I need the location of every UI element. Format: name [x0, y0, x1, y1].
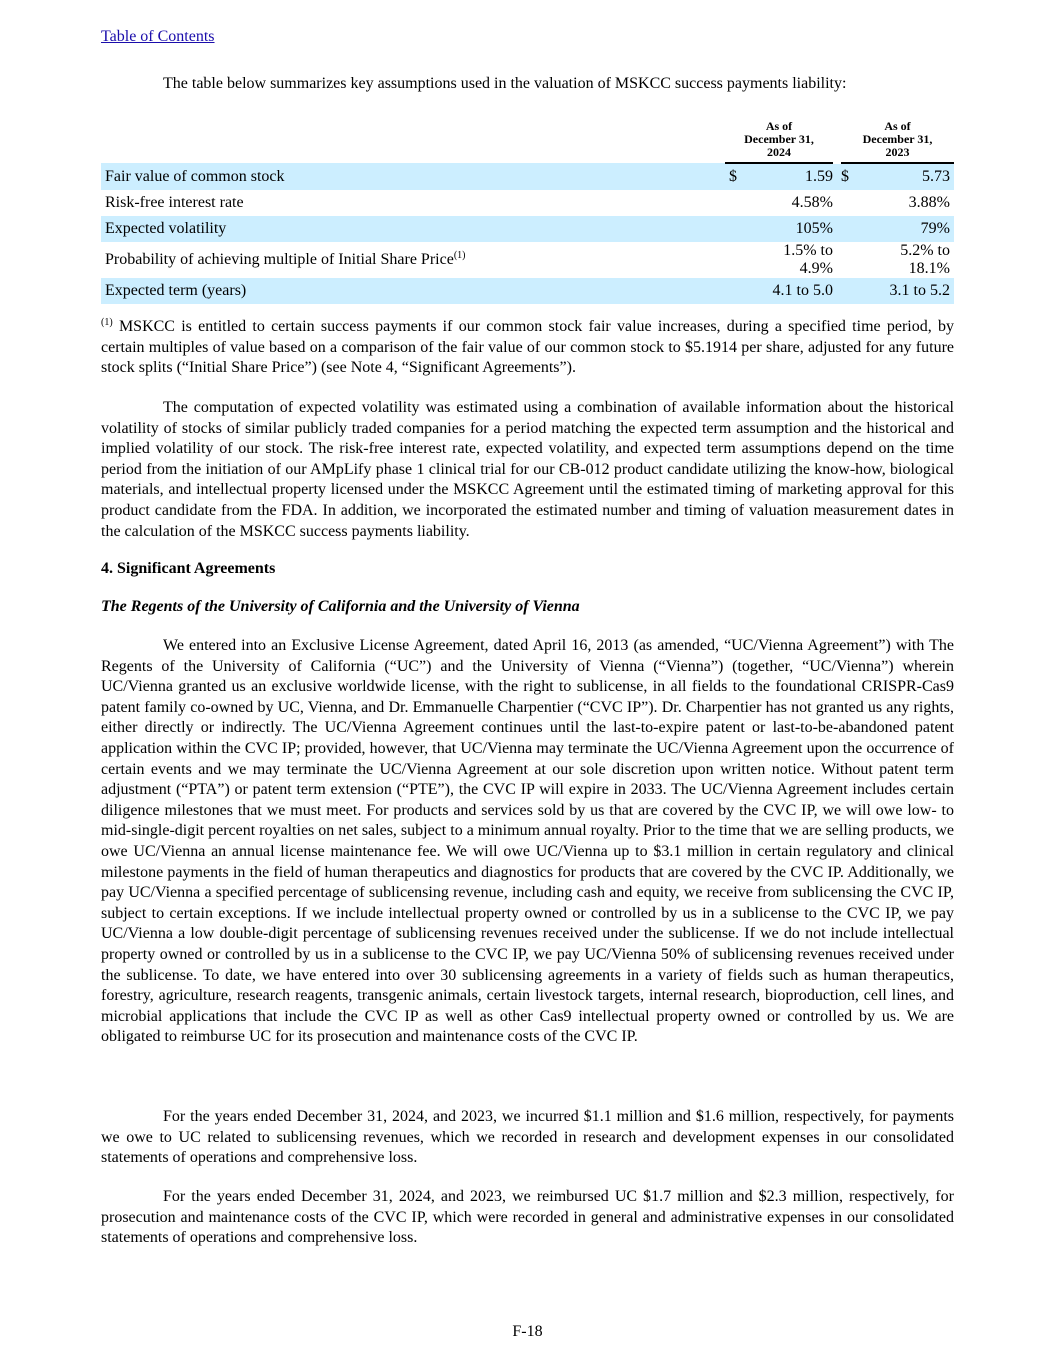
table-row [101, 278, 954, 304]
page-number: F-18 [512, 1323, 543, 1340]
row-label: Risk-free interest rate [105, 194, 244, 211]
currency-symbol: $ [837, 163, 859, 190]
table-row [101, 242, 954, 278]
row-label: Expected volatility [101, 216, 725, 242]
value-2024: 1.59 [747, 163, 837, 190]
row-label: Fair value of common stock [101, 163, 725, 190]
value-2023: 79% [859, 216, 954, 242]
table-row [101, 216, 954, 242]
footnote-reference: (1) [453, 250, 466, 261]
value-2024: 4.58% [791, 194, 833, 211]
table-footnote: $^{(1)}$ MSKCC is entitled to certain success payments if our common stock fair value increases, during a specified time period, by certain multiples of value based on a comparison of the fair value of our common stock to $5.1914 per share, adjusted for any future stock splits (“Initial Share Price”) (see Note 4, “Significant Agreements”). [101, 317, 955, 377]
value-2024: 1.5% to 4.9% [783, 242, 833, 277]
license-paragraph: We entered into an Exclusive License Agreement, dated April 16, 2013 (as amended, “UC/Vienna Agreement”) with The Regents of the University of California (“UC”) and the University of Vienna (“Vienna”) (together, “UC/Vienna”) wherein UC/Vienna granted us an exclusive worldwide license, with the right to sublicense, in all fields to the foundational CRISPR-Cas9 patent family co-owned by UC, Vienna, and Dr. Emmanuelle Charpentier (“CVC IP”). Dr. Charpentier has not granted us any rights, either directly or indirectly. The UC/Vienna Agreement continues until the last-to-expire patent or last-to-be-abandoned patent application within the CVC IP; provided, however, that UC/Vienna may terminate the UC/Vienna Agreement upon the occurrence of certain events and we may terminate the UC/Vienna Agreement at our sole discretion upon written notice. Without patent term adjustment (“PTA”) or patent term extension (“PTE”), the CVC IP will expire in 2033. The UC/Vienna Agreement includes certain diligence milestones that we must meet. For products and services sold by us that are covered by the CVC IP, we will owe low- to mid-single-digit percent royalties on net sales, subject to a minimum annual royalty. Prior to the time that we are selling products, we owe UC/Vienna an annual license maintenance fee. We will owe UC/Vienna up to $3.1 million in certain regulatory and clinical milestone payments in the field of human therapeutics and diagnostics for products that are covered by the CVC IP. Additionally, we pay UC/Vienna a specified percentage of sublicensing revenue, including cash and equity, we receive from sublicensing the CVC IP, subject to certain exceptions. If we include intellectual property owned or controlled by us in a sublicense to the CVC IP, we pay UC/Vienna a low double-digit percentage of sublicensing revenues received under the sublicense. If we do not include intellectual property owned or controlled by us in a sublicense to the CVC IP, we pay UC/Vienna 50% of sublicensing revenues received under the sublicense. To date, we have entered into over 30 sublicensing agreements in a variety of fields such as human therapeutics, forestry, agriculture, research reagents, transgenic animals, certain livestock targets, internal research, bioproduction, cell lines, and microbial applications that include the CVC IP as well as other Cas9 intellectual property owned or controlled by us. We are obligated to reimburse UC for its prosecution and maintenance costs of the CVC IP. [101, 637, 954, 1046]
table-of-contents-link[interactable]: Table of Contents [101, 28, 215, 45]
value-2023: 5.2% to 18.1% [900, 242, 950, 277]
value-2023: 5.73 [859, 163, 954, 190]
footnote-marker: (1) [101, 317, 113, 328]
value-2024: 4.1 to 5.0 [747, 278, 837, 304]
column-header-2023: As of December 31, 2023 [837, 120, 954, 163]
value-2023: 3.1 to 5.2 [859, 278, 954, 304]
reimbursed-paragraph: For the years ended December 31, 2024, and 2023, we reimbursed UC $1.7 million and $2.3 million, respectively, for prosecution and maintenance costs of the CVC IP, which were recorded in general and administrative expenses in our consolidated statements of operations and comprehensive loss. [101, 1188, 954, 1247]
subsection-heading: The Regents of the University of California and the University of Vienna [101, 598, 580, 615]
row-label: Probability of achieving multiple of Initial Share Price$^{(1)}$ [105, 250, 466, 268]
column-header-2024: As of December 31, 2024 [725, 120, 837, 163]
incurred-paragraph: For the years ended December 31, 2024, and 2023, we incurred $1.1 million and $1.6 million, respectively, for payments we owe to UC related to sublicensing revenues, which we recorded in research and development expenses in our consolidated statements of operations and comprehensive loss. [101, 1108, 954, 1167]
section-heading: 4. Significant Agreements [101, 560, 276, 577]
value-2024: 105% [747, 216, 837, 242]
table-intro: The table below summarizes key assumptions used in the valuation of MSKCC success payments liability: [163, 75, 847, 92]
table-row [101, 163, 954, 190]
value-2023: 3.88% [908, 194, 950, 211]
table-row [101, 190, 954, 216]
volatility-paragraph: The computation of expected volatility was estimated using a combination of available information about the historical volatility of stocks of similar publicly traded companies for a period matching the expected term assumption and the historical and implied volatility of our stock. The risk-free interest rate, expected volatility, and expected term assumptions depend on the time period from the initiation of our AMpLify phase 1 clinical trial for our CB-012 product candidate utilizing the know-how, biological materials, and intellectual property licensed under the MSKCC Agreement until the estimated timing of marketing approval for this product candidate from the FDA. In addition, we incorporated the estimated number and timing of valuation measurement dates in the calculation of the MSKCC success payments liability. [101, 399, 954, 540]
currency-symbol: $ [725, 163, 747, 190]
row-label: Expected term (years) [101, 278, 725, 304]
assumptions-table [101, 120, 954, 304]
